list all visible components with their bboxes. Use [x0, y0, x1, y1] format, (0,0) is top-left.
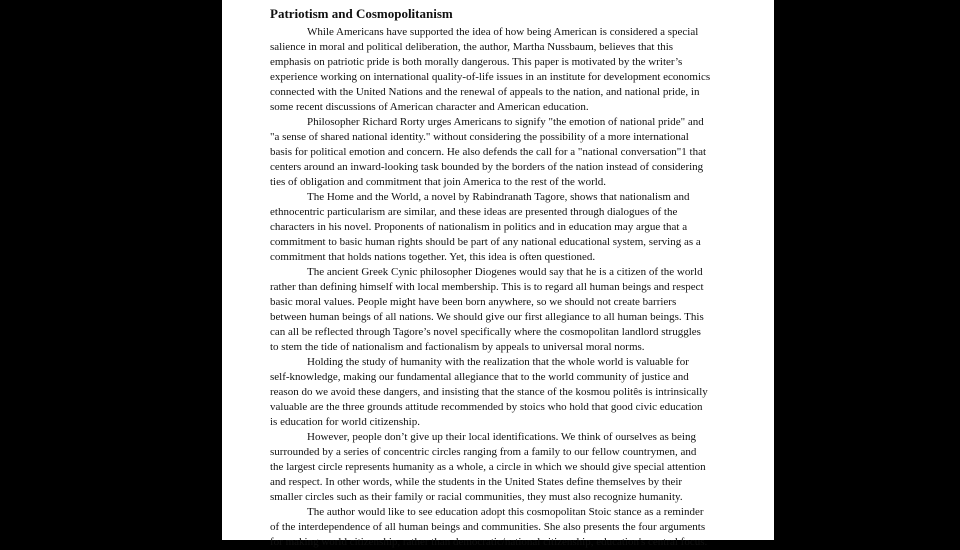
- text-line: basis for political emotion and concern. He also defends the call for a "national conversation"1 that: [270, 146, 707, 158]
- text-line: emphasis on patriotic pride is both morally dangerous. This paper is motivated by the writer’s: [270, 56, 683, 68]
- text-line: connected with the United Nations and the renewal of appeals to the nation, and national pride, in: [270, 86, 700, 98]
- text-line: Holding the study of humanity with the realization that the whole world is valuable for: [307, 356, 689, 368]
- document-body: [270, 25, 758, 550]
- text-line: commitment that holds nations together. Yet, this idea is often questioned.: [270, 251, 596, 263]
- text-line: the largest circle represents humanity as a whole, a circle in which we should give special attention: [270, 461, 706, 473]
- text-line: for making world citizenship, rather than democratic/national citizenship, education's central focus.: [270, 536, 708, 548]
- text-line: ethnocentric particularism are similar, and these ideas are presented through dialogues of the: [270, 206, 678, 218]
- text-line: valuable are the three grounds attitude recommended by stoics who hold that good civic education: [270, 401, 703, 413]
- text-line: salience in moral and political deliberation, the author, Martha Nussbaum, believes that this: [270, 41, 674, 53]
- text-line: and respect. In other words, while the students in the United States define themselves by their: [270, 476, 683, 488]
- paragraph: [270, 505, 758, 550]
- text-line: The ancient Greek Cynic philosopher Diogenes would say that he is a citizen of the world: [307, 266, 703, 278]
- paragraph: [270, 430, 758, 505]
- text-line: commitment to basic human rights should be part of any national educational system, serving as a: [270, 236, 701, 248]
- text-line: smaller circles such as their family or racial communities, they must also recognize humanity.: [270, 491, 683, 503]
- text-line: to stem the tide of nationalism and factionalism by appeals to universal moral norms.: [270, 341, 645, 353]
- text-line: of the interdependence of all human beings and communities. She also presents the four arguments: [270, 521, 706, 533]
- paragraph: [270, 355, 758, 430]
- text-line: characters in his novel. Proponents of nationalism in politics and in education may argue that a: [270, 221, 688, 233]
- text-line: basic moral values. People might have been born anywhere, so we should not create barriers: [270, 296, 677, 308]
- document-content: [270, 5, 758, 550]
- text-line: between human beings of all nations. We should give our first allegiance to all human beings. This: [270, 311, 704, 323]
- text-line: The Home and the World, a novel by Rabindranath Tagore, shows that nationalism and: [307, 191, 690, 203]
- text-line: "a sense of shared national identity." without considering the possibility of a more international: [270, 131, 689, 143]
- text-line: While Americans have supported the idea of how being American is considered a special: [307, 26, 699, 38]
- text-line: some recent discussions of American character and American education.: [270, 101, 589, 113]
- text-line: ties of obligation and commitment that join America to the rest of the world.: [270, 176, 607, 188]
- text-line: reason do we avoid these dangers, and insisting that the stance of the kosmou politês is intrinsically: [270, 386, 708, 398]
- text-line: Philosopher Richard Rorty urges Americans to signify "the emotion of national pride" and: [307, 116, 704, 128]
- text-line: rather than defining himself with local membership. This is to regard all human beings and respect: [270, 281, 704, 293]
- text-line: The author would like to see education adopt this cosmopolitan Stoic stance as a reminder: [307, 506, 704, 518]
- paragraph: [270, 265, 758, 355]
- paragraph: [270, 115, 758, 190]
- document-title: Patriotism and Cosmopolitanism: [270, 6, 453, 21]
- text-line: However, people don’t give up their local identifications. We think of ourselves as being: [307, 431, 696, 443]
- text-line: centers around an inward-looking task bounded by the borders of the nation instead of considering: [270, 161, 704, 173]
- paragraph: [270, 25, 758, 115]
- paragraph: [270, 190, 758, 265]
- text-line: surrounded by a series of concentric circles ranging from a family to our fellow countrymen, and: [270, 446, 697, 458]
- document-page: [222, 0, 774, 548]
- text-line: is education for world citizenship.: [270, 416, 420, 428]
- text-line: experience working on international quality-of-life issues in an institute for development economics: [270, 71, 711, 83]
- text-line: self-knowledge, making our fundamental allegiance that to the world community of justice and: [270, 371, 689, 383]
- text-line: can all be reflected through Tagore’s novel specifically where the cosmopolitan landlord struggles: [270, 326, 701, 338]
